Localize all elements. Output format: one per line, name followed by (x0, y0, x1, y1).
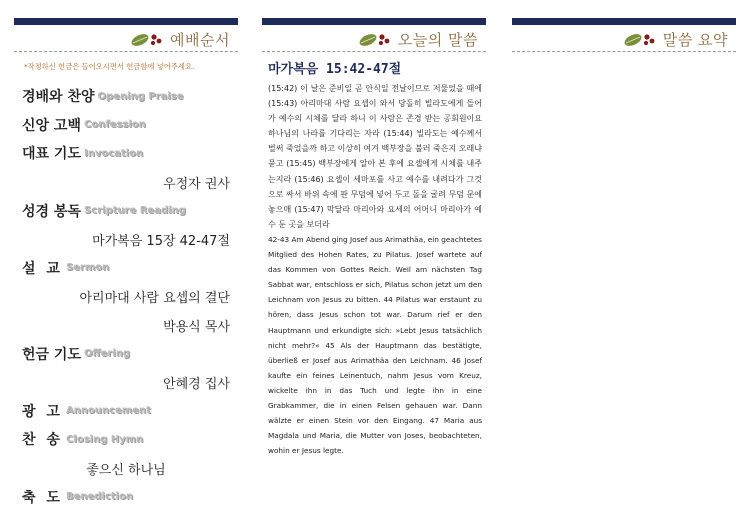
todays-word-panel (262, 18, 486, 530)
header-bar (14, 18, 238, 25)
order-item (14, 196, 238, 225)
scripture-reference: 마가복음 15장 42-47절 (92, 233, 230, 249)
german-passage: 42-43 Am Abend ging Josef aus Arimathäa, ein geachtetes Mitglied des Hohen Rates, zu Pilatus. Josef wartete auf das Kommen von Gottes Reich. Weil am nächsten Tag Sabbat war, entschloss er sich, Pilatus schon jetzt um den Leichnam von Jesus zu bitten. 44 Pilatus war erstaunt zu hören, dass Jesus schon tot war. Darum rief er den Hauptmann und erkundigte sich: »Lebt Jesus tatsächlich nicht mehr?« 45 Als der Hauptmann das bestätigte, überließ er Josef aus Arimathäa den Leichnam. 46 Josef kaufte ein feines Leinentuch, nahm Jesus vom Kreuz, wickelte ihn in das Tuch und legte ihn in eine Grabkammer, die in einen Felsen gehauen war. Dann wälzte er einen Stein vor den Eingang. 47 Maria aus Magdala und Maria, die Mutter von Joses, beobachteten, wohin er Jesus legte. (268, 234, 482, 456)
order-english: Scripture Reading (83, 205, 186, 217)
order-detail (14, 368, 238, 397)
order-item (14, 254, 238, 283)
panel-header (14, 25, 238, 52)
order-korean: 헌금 기도 (22, 346, 81, 363)
order-detail (14, 454, 238, 483)
order-korean: 찬 송 (22, 432, 63, 449)
leaf-berry-icon (358, 30, 394, 50)
leaf-berry-icon (623, 30, 659, 50)
order-english: Invocation (83, 147, 144, 159)
sermon-summary-panel (512, 18, 736, 530)
order-detail (14, 225, 238, 254)
order-detail (14, 168, 238, 197)
order-detail (14, 311, 238, 340)
order-item (14, 339, 238, 368)
order-english: Closing Hymn (65, 433, 144, 445)
worship-order-panel (14, 18, 238, 530)
leader-name: 우정자 권사 (163, 176, 230, 192)
order-korean: 광 고 (22, 403, 63, 420)
order-english: Confession (83, 119, 146, 131)
order-korean: 설 교 (22, 260, 63, 277)
order-korean: 성경 봉독 (22, 203, 81, 220)
scripture-heading: 마가복음 15:42-47절 (268, 62, 402, 77)
worship-order-list (14, 82, 238, 511)
hymn-title: 좋으신 하나님 (86, 462, 166, 478)
leader-name: 안혜경 집사 (163, 376, 230, 392)
order-korean: 대표 기도 (22, 146, 81, 163)
order-korean: 축 도 (22, 489, 63, 506)
panel-header (512, 25, 736, 52)
order-item (14, 82, 238, 111)
order-detail (14, 282, 238, 311)
order-item (14, 482, 238, 511)
preacher-name: 박용식 목사 (163, 319, 230, 335)
header-bar (512, 18, 736, 25)
summary-title: 말씀 요약 (662, 31, 728, 49)
order-english: Offering (83, 348, 131, 360)
panel-header (262, 25, 486, 52)
offering-note: *작정하신 헌금은 들어오시면서 헌금함에 넣어주세요. (24, 62, 195, 71)
order-item (14, 111, 238, 140)
order-item (14, 425, 238, 454)
korean-passage: (15:42) 이 날은 준비일 곧 안식일 전날이므로 저물었을 때에 (15:43) 아리마대 사람 요셉이 와서 당돌히 빌라도에게 들어가 예수의 시체를 달라 하니 이 사람은 존경 받는 공회원이요 하나님의 나라를 기다리는 자라 (15:44) 빌라도는 예수께서 벌써 죽었을까 하고 이상히 여겨 백부장을 불러 죽은지 오래냐 묻고 (15:45) 백부장에게 알아 본 후에 요셉에게 시체를 내주는지라 (15:46) 요셉이 세마포를 사고 예수를 내려다가 그것으로 싸서 바위 속에 판 무덤에 넣어 두고 돌을 굴려 무덤 문에 놓으매 (15:47) 막달라 마리아와 요세의 어머니 마리아가 예수 둔 곳을 보더라 (268, 84, 482, 229)
worship-title: 예배순서 (170, 31, 230, 49)
leaf-berry-icon (130, 30, 166, 50)
order-english: Benediction (65, 491, 133, 503)
order-english: Opening Praise (97, 90, 184, 102)
order-item (14, 397, 238, 426)
order-english: Sermon (65, 262, 110, 274)
sermon-title: 아리마대 사람 요셉의 결단 (79, 290, 230, 306)
order-english: Announcement (65, 405, 151, 417)
word-title: 오늘의 말씀 (397, 31, 478, 49)
order-item (14, 139, 238, 168)
header-bar (262, 18, 486, 25)
order-korean: 신앙 고백 (22, 117, 81, 134)
order-korean: 경배와 찬양 (22, 89, 95, 106)
